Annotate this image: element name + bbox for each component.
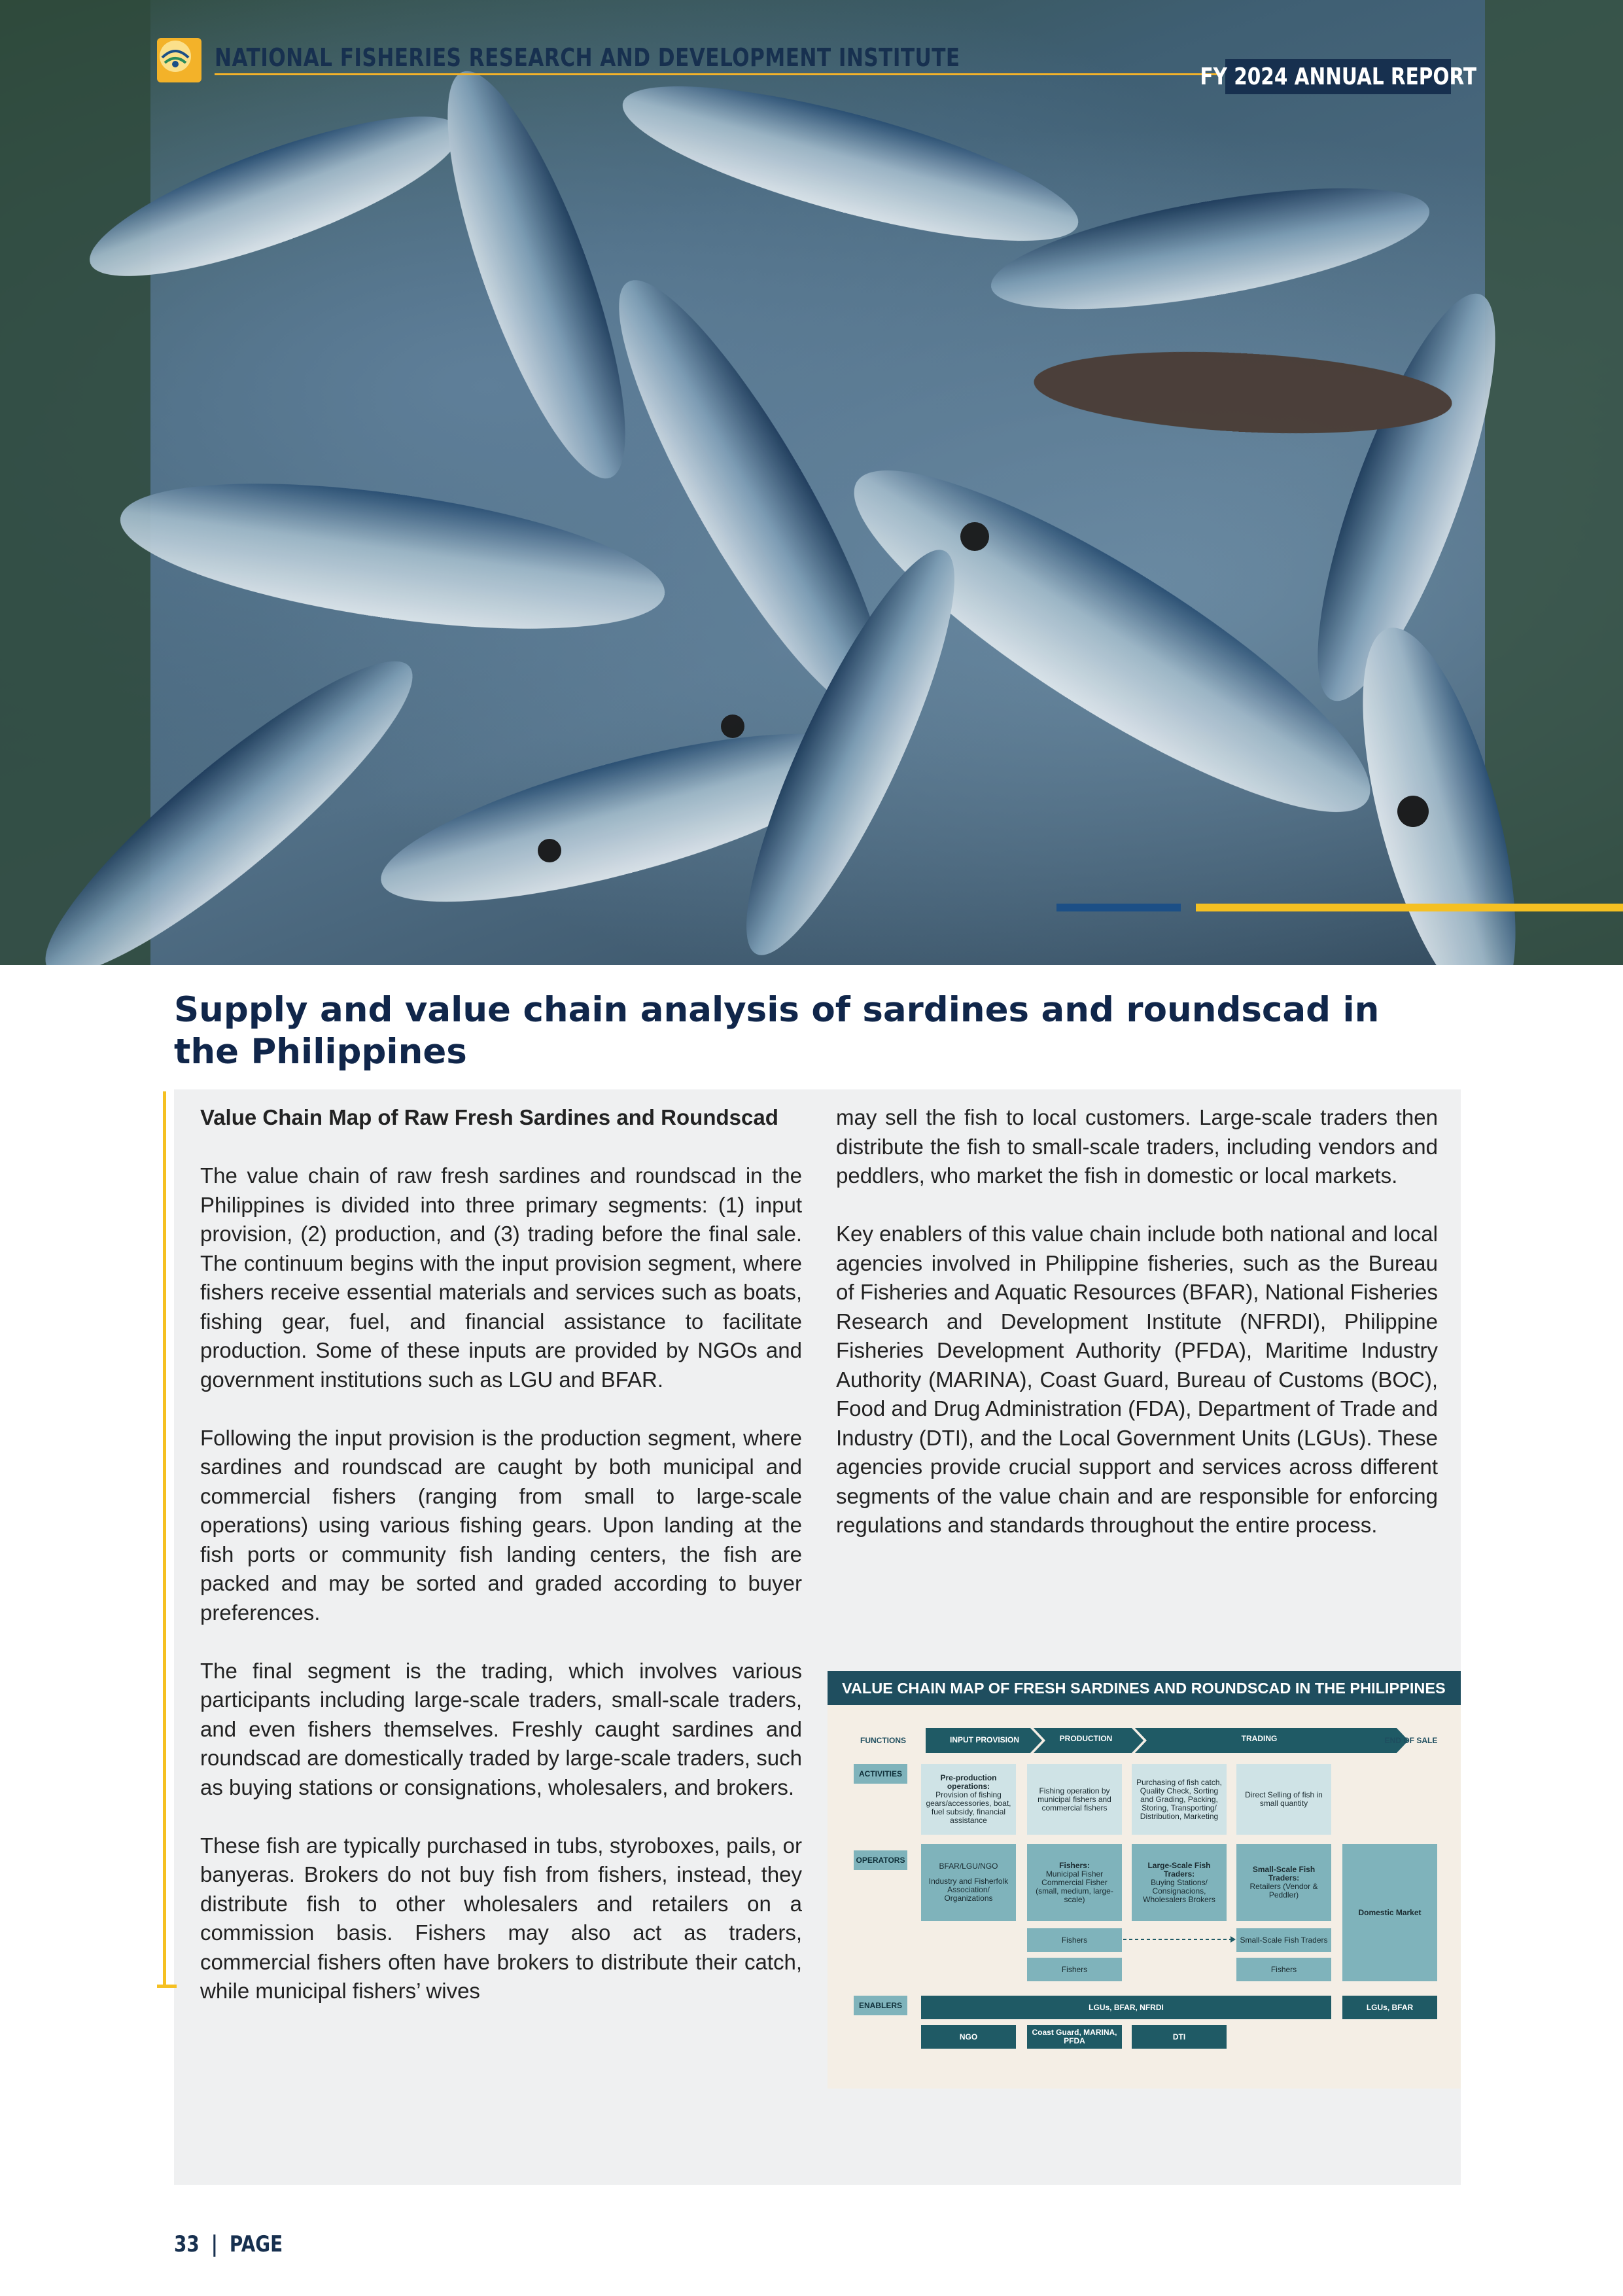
decorative-yellow-bar: [1196, 904, 1623, 911]
activities-label: ACTIVITIES: [854, 1764, 907, 1784]
header-rule: [215, 73, 1222, 75]
operator-large-traders: [1132, 1844, 1227, 1921]
operator-large-body: Buying Stations/ Consignacions, Wholesalers Brokers: [1143, 1877, 1215, 1904]
stage-production: PRODUCTION: [1059, 1734, 1113, 1743]
operator-small-title: Small-Scale Fish Traders:: [1252, 1865, 1316, 1882]
hero-photo: [0, 0, 1623, 965]
article-left-column: [200, 1103, 802, 2006]
accent-tick: [157, 1985, 177, 1988]
enablers-main: LGUs, BFAR, NFRDI: [921, 1996, 1331, 2019]
operator-fishers: [1027, 1844, 1122, 1921]
small-traders-box: Small-Scale Fish Traders: [1236, 1928, 1331, 1952]
operator-input-line2: Industry and Fisherfolk Association/ Organizations: [928, 1877, 1009, 1903]
page-label: PAGE: [229, 2231, 283, 2257]
value-chain-map: [828, 1671, 1461, 2089]
end-of-sale-label: END OF SALE: [1384, 1736, 1438, 1745]
article-right-column: [836, 1103, 1438, 1540]
footer-separator: |: [211, 2231, 218, 2257]
operator-small-traders: [1236, 1844, 1331, 1921]
operator-input-line1: BFAR/LGU/NGO: [939, 1862, 998, 1871]
activity-trading-small: Direct Selling of fish in small quantity: [1236, 1764, 1331, 1835]
section-subheading: Value Chain Map of Raw Fresh Sardines and Roundscad: [200, 1105, 778, 1129]
enabler-coast-guard: Coast Guard, MARINA, PFDA: [1027, 2025, 1122, 2049]
fishers-box-2: Fishers: [1027, 1958, 1122, 1981]
page-title: Supply and value chain analysis of sardines and roundscad in the Philippines: [174, 990, 1380, 1072]
enablers-end: LGUs, BFAR: [1342, 1996, 1437, 2019]
domestic-market: Domestic Market: [1342, 1844, 1437, 1981]
operator-small-body: Retailers (Vendor & Peddler): [1249, 1882, 1318, 1899]
page-footer: [174, 2231, 283, 2257]
fishers-box: Fishers: [1027, 1928, 1122, 1952]
accent-bar: [163, 1091, 166, 1987]
activity-input-body: Provision of fishing gears/accessories, boat, fuel subsidy, financial assistance: [926, 1790, 1011, 1825]
operator-fishers-title: Fishers:: [1059, 1860, 1090, 1870]
nfrdi-logo-icon: [157, 38, 201, 82]
dashed-arrow: [1123, 1934, 1236, 1945]
activity-production: Fishing operation by municipal fishers and commercial fishers: [1027, 1764, 1122, 1835]
operators-label: OPERATORS: [854, 1850, 907, 1870]
sardines-illustration: [0, 0, 1623, 965]
enabler-ngo: NGO: [921, 2025, 1016, 2049]
stage-input: INPUT PROVISION: [949, 1735, 1019, 1744]
decorative-blue-bar: [1056, 904, 1181, 911]
value-chain-title: VALUE CHAIN MAP OF FRESH SARDINES AND ROUNDSCAD IN THE PHILIPPINES: [828, 1671, 1461, 1705]
paragraph: may sell the fish to local customers. Large-scale traders then distribute the fish to small-scale traders, including vendors and peddlers, who market the fish in domestic or local markets.: [836, 1105, 1438, 1188]
operator-large-title: Large-Scale Fish Traders:: [1147, 1860, 1211, 1879]
activity-input-title: Pre-production operations:: [940, 1773, 997, 1791]
activity-trading-large: Purchasing of fish catch, Quality Check, Sorting and Grading, Packing, Storing, Transporting/ Distribution, Marketing: [1132, 1764, 1227, 1835]
operator-fishers-body: Municipal Fisher Commercial Fisher (small, medium, large-scale): [1036, 1869, 1113, 1904]
activity-input: [921, 1764, 1016, 1835]
organization-name: NATIONAL FISHERIES RESEARCH AND DEVELOPMENT INSTITUTE: [215, 43, 960, 72]
functions-label: FUNCTIONS: [860, 1736, 906, 1745]
paragraph: These fish are typically purchased in tubs, styroboxes, pails, or banyeras. Brokers do not buy fish from fishers, instead, they distribute fish to other wholesalers and retailers on a commission basis. Fishers may also act as traders, commercial fishers often have brokers to distribute their catch, while municipal fishers’ wives: [200, 1833, 802, 2003]
enabler-dti: DTI: [1132, 2025, 1227, 2049]
page-number: 33: [174, 2231, 200, 2257]
fishers-box-3: Fishers: [1236, 1958, 1331, 1981]
paragraph: The value chain of raw fresh sardines and roundscad in the Philippines is divided into three primary segments: (1) input provision, (2) production, and (3) trading before the final sale. The continuum begins with the input provision segment, where fishers receive essential materials and services such as boats, fishing gear, fuel, and financial assistance to facilitate production. Some of these inputs are provided by NGOs and government institutions such as LGU and BFAR.: [200, 1163, 802, 1392]
paragraph: Following the input provision is the production segment, where sardines and roundscad are caught by both municipal and commercial fishers (ranging from small to large-scale operations) using various fishing gears. Upon landing at the fish ports or community fish landing centers, the fish are packed and may be sorted and graded according to buyer preferences.: [200, 1425, 802, 1625]
paragraph: Key enablers of this value chain include both national and local agencies involved in Philippine fisheries, such as the Bureau of Fisheries and Aquatic Resources (BFAR), National Fisheries Research and Development Institute (NFRDI), Philippine Fisheries Development Authority (PFDA), Maritime Industry Authority (MARINA), Coast Guard, Bureau of Customs (BOC), Food and Drug Administration (FDA), Department of Trade and Industry (DTI), and the Local Government Units (LGUs). These agencies provide crucial support and services across different segments of the value chain and are responsible for enforcing regulations and standards throughout the entire process.: [836, 1222, 1438, 1537]
report-badge: FY 2024 ANNUAL REPORT: [1225, 59, 1451, 94]
paragraph: The final segment is the trading, which involves various participants including large-scale traders, small-scale traders, and even fishers themselves. Freshly caught sardines and roundscad are domestically traded by large-scale traders, such as buying stations or consignations, wholesalers, and brokers.: [200, 1658, 802, 1799]
operator-input: [921, 1844, 1016, 1921]
stage-trading: TRADING: [1241, 1734, 1278, 1743]
enablers-label: ENABLERS: [854, 1996, 907, 2015]
